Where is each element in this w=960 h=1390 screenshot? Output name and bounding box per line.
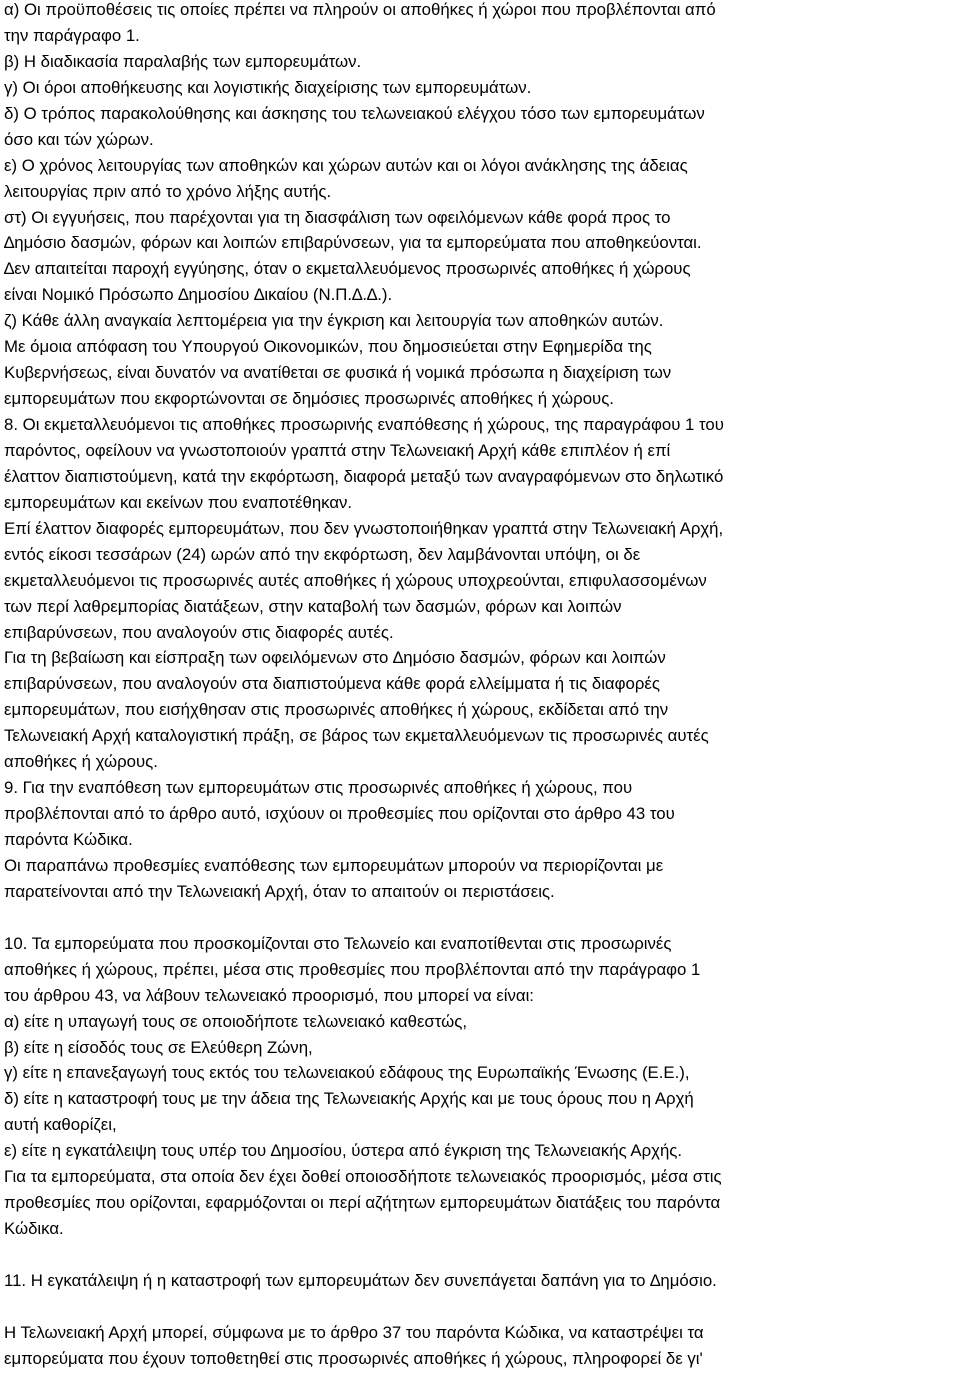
text-line: 10. Τα εμπορεύματα που προσκομίζονται στο Τελωνείο και εναποτίθενται στις προσωρινές	[4, 933, 672, 953]
text-line: αποθήκες ή χώρους, πρέπει, μέσα στις προθεσμίες που προβλέπονται από την παράγραφο 1	[4, 959, 701, 979]
text-line: ∆ημόσιο δασμών, φόρων και λοιπών επιβαρύνσεων, για τα εμπορεύματα που αποθηκεύονται.	[4, 233, 702, 253]
text-line: α) είτε η υπαγωγή τους σε οποιοδήποτε τελωνειακό καθεστώς,	[4, 1011, 468, 1031]
text-line: στ) Οι εγγυήσεις, που παρέχονται για τη διασφάλιση των οφειλόμενων κάθε φορά προς το	[4, 207, 671, 227]
text-line: ε) είτε η εγκατάλειψη τους υπέρ του ∆ημοσίου, ύστερα από έγκριση της Τελωνειακής Αρχής.	[4, 1141, 683, 1161]
text-line: Για τη βεβαίωση και είσπραξη των οφειλόμενων στο ∆ημόσιο δασμών, φόρων και λοιπών	[4, 648, 666, 668]
text-line: εμπορευμάτων που εκφορτώνονται σε δημόσιες προσωρινές αποθήκες ή χώρους.	[4, 389, 614, 409]
text-line: γ) Οι όροι αποθήκευσης και λογιστικής διαχείρισης των εμπορευμάτων.	[4, 77, 532, 97]
text-line: επιβαρύνσεων, που αναλογούν στις διαφορές αυτές.	[4, 622, 394, 642]
text-line: παρόντος, οφείλουν να γνωστοποιούν γραπτά στην Τελωνειακή Αρχή κάθε επιπλέον ή επί	[4, 440, 671, 460]
text-line: 8. Οι εκμεταλλευόμενοι τις αποθήκες προσωρινής εναπόθεσης ή χώρους, της παραγράφου 1 του	[4, 415, 724, 434]
text-line: 9. Για την εναπόθεση των εμπορευμάτων στις προσωρινές αποθήκες ή χώρους, που	[4, 778, 633, 798]
text-line: Τελωνειακή Αρχή καταλογιστική πράξη, σε βάρος των εκμεταλλευόμενων τις προσωρινές αυτές	[4, 726, 709, 746]
text-line: β) είτε η είσοδός τους σε Ελεύθερη Ζώνη,	[4, 1037, 313, 1057]
text-line: Οι παραπάνω προθεσμίες εναπόθεσης των εμπορευμάτων μπορούν να περιορίζονται με	[4, 855, 664, 875]
blank-line	[4, 905, 958, 931]
text-line: προθεσμίες που ορίζονται, εφαρμόζονται οι περί αζήτητων εμπορευμάτων διατάξεις του παρόντα	[4, 1193, 721, 1213]
text-line: λειτουργίας πριν από το χρόνο λήξης αυτής.	[4, 181, 332, 201]
text-line: εμπορεύματα που έχουν τοποθετηθεί στις προσωρινές αποθήκες ή χώρους, πληροφορεί δε γι'	[4, 1348, 703, 1368]
text-line: Κυβερνήσεως, είναι δυνατόν να ανατίθεται σε φυσικά ή νομικά πρόσωπα η διαχείριση των	[4, 363, 672, 383]
text-line: ζ) Κάθε άλλη αναγκαία λεπτομέρεια για την έγκριση και λειτουργία των αποθηκών αυτών.	[4, 311, 664, 331]
text-line: εντός είκοσι τεσσάρων (24) ωρών από την εκφόρτωση, δεν λαμβάνονται υπόψη, οι δε	[4, 544, 641, 564]
text-line: Κώδικα.	[4, 1219, 64, 1239]
text-line: αυτή καθορίζει,	[4, 1115, 117, 1135]
text-line: των περί λαθρεμπορίας διατάξεων, στην καταβολή των δασμών, φόρων και λοιπών	[4, 596, 622, 616]
text-line: ∆εν απαιτείται παροχή εγγύησης, όταν ο εκμεταλλευόμενος προσωρινές αποθήκες ή χώρους	[4, 259, 691, 279]
blank-line	[4, 1294, 958, 1320]
text-line: αποθήκες ή χώρους.	[4, 752, 158, 772]
blank-line	[4, 1242, 958, 1268]
text-line: παρατείνονται από την Τελωνειακή Αρχή, όταν το απαιτούν οι περιστάσεις.	[4, 881, 555, 901]
text-line: γ) είτε η επανεξαγωγή τους εκτός του τελωνειακού εδάφους της Ευρωπαϊκής Ένωσης (Ε.Ε.),	[4, 1063, 690, 1083]
text-line: εμπορευμάτων, που εισήχθησαν στις προσωρινές αποθήκες ή χώρους, εκδίδεται από την	[4, 700, 669, 720]
text-line: δ) είτε η καταστροφή τους με την άδεια της Τελωνειακής Αρχής και με τους όρους που η Αρχή	[4, 1089, 694, 1109]
text-line: εμπορευμάτων και εκείνων που εναποτέθηκαν.	[4, 492, 353, 512]
text-line: δ) Ο τρόπος παρακολούθησης και άσκησης του τελωνειακού ελέγχου τόσο των εμπορευμάτων	[4, 103, 705, 123]
text-line: ε) Ο χρόνος λειτουργίας των αποθηκών και χώρων αυτών και οι λόγοι ανάκλησης της άδειας	[4, 155, 688, 175]
text-line: Με όμοια απόφαση του Υπουργού Οικονομικών, που δημοσιεύεται στην Εφημερίδα της	[4, 337, 652, 357]
text-line: είναι Νομικό Πρόσωπο ∆ημοσίου ∆ικαίου (Ν.Π.∆.∆.).	[4, 285, 393, 305]
text-line: επιβαρύνσεων, που αναλογούν στα διαπιστούμενα κάθε φορά ελλείμματα ή τις διαφορές	[4, 674, 660, 694]
text-line: Επί έλαττον διαφορές εμπορευμάτων, που δεν γνωστοποιήθηκαν γραπτά στην Τελωνειακή Αρχή,	[4, 518, 724, 538]
text-line: εκμεταλλευόμενοι τις προσωρινές αυτές αποθήκες ή χώρους υποχρεούνται, επιφυλασσομένων	[4, 570, 707, 590]
text-line: β) Η διαδικασία παραλαβής των εμπορευμάτων.	[4, 51, 362, 71]
text-line: την παράγραφο 1.	[4, 25, 140, 45]
text-line: 11. Η εγκατάλειψη ή η καταστροφή των εμπορευμάτων δεν συνεπάγεται δαπάνη για το ∆ημόσιο.	[4, 1270, 717, 1290]
text-line: Η Τελωνειακή Αρχή μπορεί, σύμφωνα με το άρθρο 37 του παρόντα Κώδικα, να καταστρέψει τα	[4, 1322, 704, 1342]
text-line: του άρθρου 43, να λάβουν τελωνειακό προορισμό, που μπορεί να είναι:	[4, 985, 534, 1005]
text-line: παρόντα Κώδικα.	[4, 830, 133, 849]
text-line: α) Οι προϋποθέσεις τις οποίες πρέπει να πληρούν οι αποθήκες ή χώροι που προβλέπονται από	[4, 0, 716, 19]
text-line: Για τα εμπορεύματα, στα οποία δεν έχει δοθεί οποιοσδήποτε τελωνειακός προορισμός, μέσα στις	[4, 1167, 722, 1187]
text-line: όσο και τών χώρων.	[4, 129, 154, 149]
text-line: προβλέπονται από το άρθρο αυτό, ισχύουν οι προθεσμίες που ορίζονται στο άρθρο 43 του	[4, 804, 675, 824]
text-line: έλαττον διαπιστούμενη, κατά την εκφόρτωση, διαφορά μεταξύ των αναγραφόμενων στο δηλωτικό	[4, 466, 724, 486]
document-body	[4, 0, 958, 1372]
